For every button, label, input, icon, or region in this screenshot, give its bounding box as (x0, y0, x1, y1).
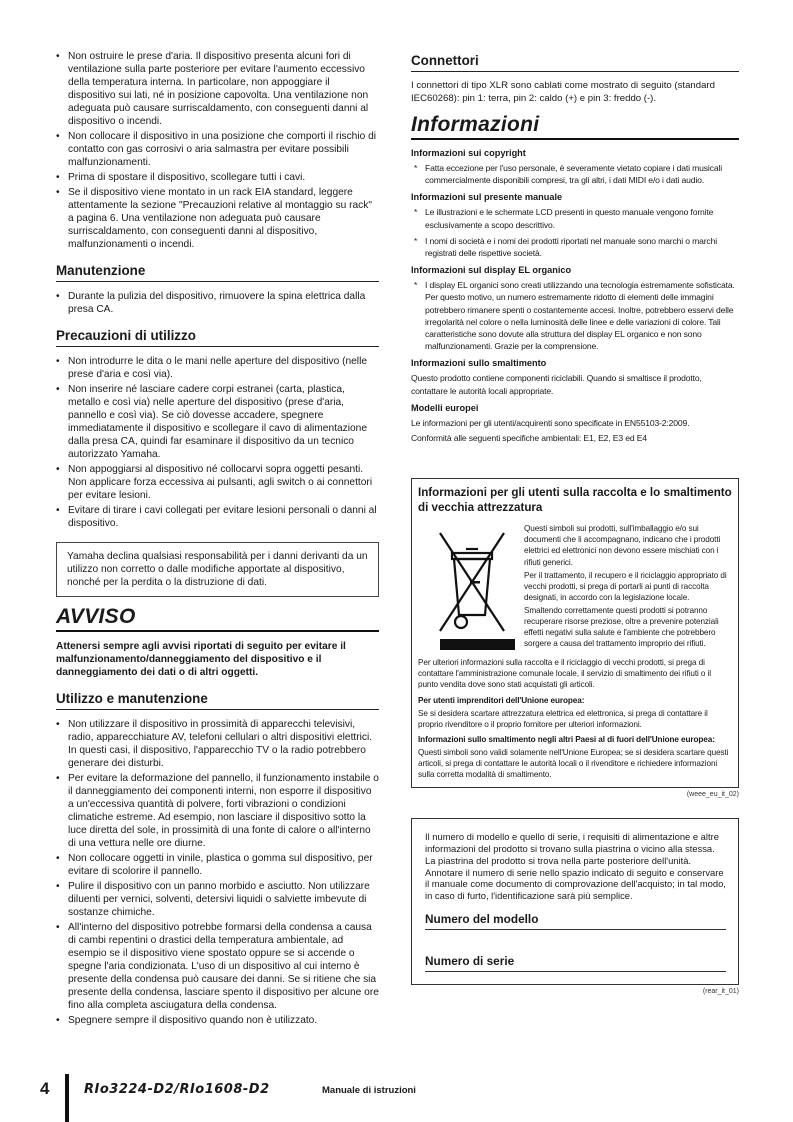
bullet-list-top (56, 50, 379, 251)
manuale-list (411, 206, 739, 259)
list-item: • All'interno del dispositivo potrebbe formarsi della condensa a causa di cambi repentini o drastici della temperatura ambientale, ad esempio se il dispositivo viene spostato oppure se si accende o spegne l'aria condizionata. L'uso di un dispositivo al cui interno è presente della condensa può causare dei danni. Se si ritiene che sia presente della condensa, lasciare spento il dispositivo per alcune ore fino alla completa asciugatura della condensa. (56, 921, 379, 1012)
bullet-list-manutenzione (56, 290, 379, 316)
list-item: • Non inserire né lasciare cadere corpi estranei (carta, plastica, metallo e così via) nelle aperture del dispositivo (prese d'aria, pannello e così via). Se ciò dovesse accadere, spegnere immediatamente il dispositivo e scollegare il cavo di alimentazione dalla presa CA, quindi far esaminare il dispositivo da un tecnico autorizzato Yamaha. (56, 383, 379, 461)
list-item: • Prima di spostare il dispositivo, scollegare tutti i cavi. (56, 171, 379, 184)
serial-number-field: Numero di serie (425, 944, 726, 972)
list-item: • Spegnere sempre il dispositivo quando non è utilizzato. (56, 1014, 379, 1027)
avviso-title: AVVISO (56, 605, 379, 632)
footer-divider (65, 1074, 69, 1122)
product-title: RIo3224-D2/RIo1608-D2 (84, 1082, 270, 1097)
list-item: * Le illustrazioni e le schermate LCD presenti in questo manuale vengono fornite esclusivamente a scopo descrittivo. (411, 206, 739, 230)
informazioni-title: Informazioni (411, 113, 739, 140)
list-item: • Non collocare il dispositivo in una posizione che comporti il rischio di contatto con gas corrosivi o aria salmastra per evitare possibili malfunzionamenti. (56, 130, 379, 169)
manual-subtitle: Manuale di istruzioni (322, 1085, 416, 1096)
display-heading: Informazioni sul display EL organico (411, 265, 572, 276)
bullet-list-utilizzo (56, 718, 379, 1027)
serial-box (411, 818, 739, 985)
manuale-heading: Informazioni sul presente manuale (411, 192, 563, 203)
avviso-intro: Attenersi sempre agli avvisi riportati di seguito per evitare il malfunzionamento/danneggiamento del dispositivo e il danneggiamento dei dati o di altri oggetti. (56, 641, 346, 678)
heading-manutenzione: Manutenzione (56, 263, 379, 282)
weee-paragraph: Smaltendo correttamente questi prodotti si potranno recuperare risorse preziose, oltre a prevenire potenziali effetti negativi sulla salute e l'ambiente che potrebbero sorgere a causa del trattamento improprio dei rifiuti. (524, 605, 719, 649)
weee-paragraph: Per il trattamento, il recupero e il riciclaggio appropriato di vecchi prodotti, si prega di portarli ai punti di raccolta designati, in accordo con la legislazione locale. (524, 570, 727, 602)
smaltimento-heading: Informazioni sullo smaltimento (411, 358, 547, 369)
list-item: • Non introdurre le dita o le mani nelle aperture del dispositivo (nelle prese d'aria e così via). (56, 355, 379, 381)
model-number-field: Numero del modello (425, 902, 726, 930)
weee-paragraph: Questi simboli sono validi solamente nell'Unione Europea; se si desidera scartare questi articoli, si prega di contattare le autorità locali o il rivenditore e richiedere informazioni sulla corretta modalità di smaltimento. (418, 747, 729, 780)
disclaimer-box: Yamaha declina qualsiasi responsabilità per i danni derivanti da un utilizzo non corretto o dalle modifiche apportate al dispositivo, nonché per la perdita o la distruzione di dati. (56, 542, 379, 597)
weee-subheading: Informazioni sullo smaltimento negli altri Paesi al di fuori dell'Unione europea: (418, 734, 715, 744)
page-number: 4 (40, 1079, 50, 1098)
serial-intro: Il numero di modello e quello di serie, i requisiti di alimentazione e altre informazioni del prodotto si trovano sulla piastrina o vicino alla stessa. La piastrina del prodotto si trova nella parte posteriore dell'unità. Annotare il numero di serie nello spazio indicato di seguito e conservare il manuale come documento di comprovazione dell'acquisto; in tal modo, in caso di furto, l'identificazione sarà più semplice. (425, 831, 726, 902)
weee-box (411, 478, 739, 788)
bullet-list-precauzioni (56, 355, 379, 530)
list-item: • Durante la pulizia del dispositivo, rimuovere la spina elettrica dalla presa CA. (56, 290, 379, 316)
weee-paragraph: Se si desidera scartare attrezzatura elettrica ed elettronica, si prega di contattare il proprio rivenditore o il proprio fornitore per ulteriori informazioni. (418, 708, 708, 729)
right-column (411, 50, 739, 995)
rear-code: (rear_it_01) (702, 987, 739, 995)
left-column (56, 50, 379, 1029)
smaltimento-text: Questo prodotto contiene componenti riciclabili. Quando si smaltisce il prodotto, contattare le autorità locali appropriate. (411, 373, 702, 396)
list-item: • Se il dispositivo viene montato in un rack EIA standard, leggere attentamente la sezione "Precauzioni relative al montaggio su rack" a pagina 6. Una ventilazione non adeguata può causare surriscaldamento, con conseguenti danni al dispositivo, malfunzionamenti o incendi. (56, 186, 379, 251)
modelli-text-2: Conformità alle seguenti specifiche ambientali: E1, E2, E3 ed E4 (411, 433, 647, 444)
weee-code: (weee_eu_it_02) (686, 791, 739, 799)
weee-paragraph: Per ulteriori informazioni sulla raccolta e il riciclaggio di vecchi prodotti, si prega di contattare l'amministrazione comunale locale, il servizio di smaltimento dei rifiuti o il punto vendita dove sono stati acquistati gli articoli. (418, 658, 711, 690)
copyright-list (411, 162, 739, 186)
list-item: * I nomi di società e i nomi dei prodotti riportati nel manuale sono marchi o marchi registrati delle rispettive società. (411, 235, 739, 259)
list-item: * I display EL organici sono creati utilizzando una tecnologia estremamente sofisticata. Per questo motivo, un numero estremamente ridotto di elementi delle immagini potrebbero rimanere spenti o costantemente accesi. Inoltre, potrebbero esservi delle irregolarità nel colore o nella luminosità delle linee e delle variazioni di colore. Tali caratteristiche sono dovute alla struttura del display EL organico e non sono malfunzionamenti. Grazie per la comprensione. (411, 279, 739, 352)
weee-title: Informazioni per gli utenti sulla raccolta e lo smaltimento di vecchia attrezzatura (418, 486, 732, 515)
weee-paragraph: Questi simboli sui prodotti, sull'imballaggio e/o sui documenti che li accompagnano, indicano che i prodotti elettrici ed elettronici non devono essere mischiati con i rifiuti generici. (524, 524, 721, 567)
list-item: • Non utilizzare il dispositivo in prossimità di apparecchi televisivi, radio, apparecchiature AV, telefoni cellulari o altri dispositivi elettrici. In questi casi, il dispositivo, l'apparecchio TV o la radio potrebbero generare dei disturbi. (56, 718, 379, 770)
heading-utilizzo: Utilizzo e manutenzione (56, 691, 379, 710)
list-item: • Non collocare oggetti in vinile, plastica o gomma sul dispositivo, per evitare di scolorire il pannello. (56, 852, 379, 878)
weee-subheading: Per utenti imprenditori dell'Unione europea: (418, 695, 585, 705)
display-list (411, 279, 739, 352)
connettori-text: I connettori di tipo XLR sono cablati come mostrato di seguito (standard IEC60268): pin 1: terra, pin 2: caldo (+) e pin 3: freddo (-). (411, 80, 715, 104)
modelli-heading: Modelli europei (411, 402, 479, 413)
list-item: • Evitare di tirare i cavi collegati per evitare lesioni personali o danni al dispositivo. (56, 504, 379, 530)
crossed-bin-icon (418, 523, 524, 653)
modelli-text-1: Le informazioni per gli utenti/acquirenti sono specificate in EN55103-2:2009. (411, 417, 690, 428)
copyright-heading: Informazioni sui copyright (411, 148, 526, 158)
heading-precauzioni: Precauzioni di utilizzo (56, 328, 379, 347)
heading-connettori: Connettori (411, 53, 739, 72)
list-item: • Non ostruire le prese d'aria. Il dispositivo presenta alcuni fori di ventilazione sulla parte posteriore per evitare l'aumento eccessivo della temperatura interna. In particolare, non appoggiare il dispositivo sui lati, né in posizione capovolta. Una ventilazione non adeguata può causare surriscaldamento, con conseguenti danni al dispositivo o incendi. (56, 50, 379, 128)
list-item: * Fatta eccezione per l'uso personale, è severamente vietato copiare i dati musicali commercialmente disponibili compresi, tra gli altri, i dati MIDI e/o i dati audio. (411, 162, 739, 186)
list-item: • Non appoggiarsi al dispositivo né collocarvi sopra oggetti pesanti. Non applicare forza eccessiva ai pulsanti, agli switch o ai connettori per evitare lesioni. (56, 463, 379, 502)
list-item: • Pulire il dispositivo con un panno morbido e asciutto. Non utilizzare diluenti per vernici, solventi, detersivi liquidi o salviette imbevute di sostanze chimiche. (56, 880, 379, 919)
list-item: • Per evitare la deformazione del pannello, il funzionamento instabile o il danneggiamento dei componenti interni, non esporre il dispositivo a un'eccessiva quantità di polvere, forti vibrazioni o condizioni climatiche estreme. Ad esempio, non lasciare il dispositivo sotto la luce diretta del sole, in prossimità di una fonte di calore o all'interno di una vettura nelle ore diurne. (56, 772, 379, 850)
